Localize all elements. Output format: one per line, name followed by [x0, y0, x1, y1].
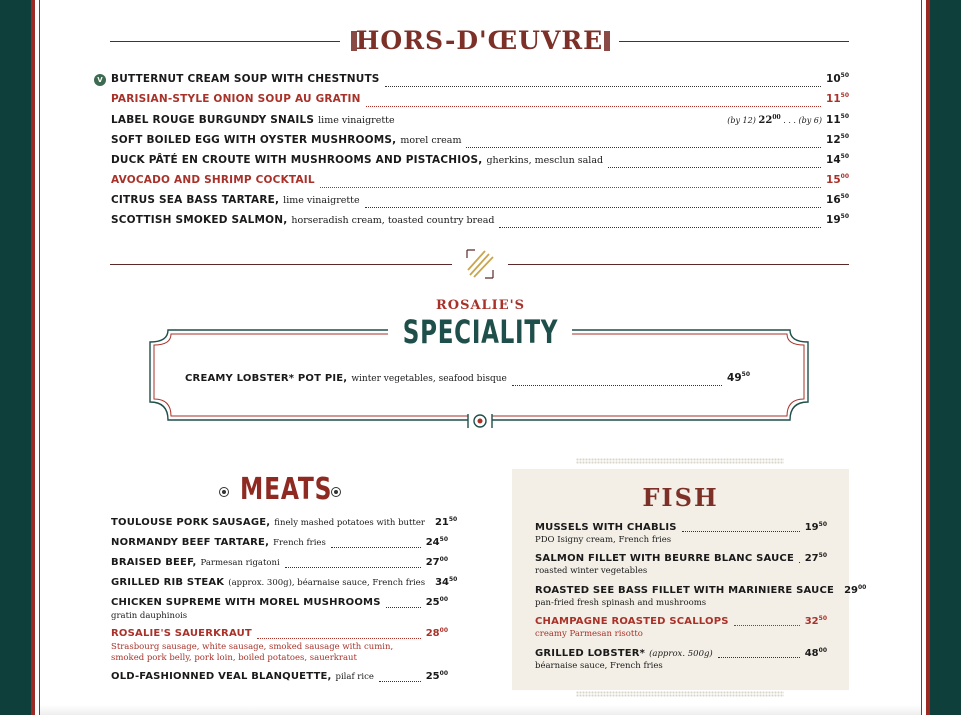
meats-title: MEATS — [240, 472, 333, 507]
dish-name: BUTTERNUT CREAM SOUP WITH CHESTNUTS — [111, 73, 380, 85]
dish-price: $29^{00}$ — [844, 584, 867, 596]
dish-price: $19^{50}$ — [826, 213, 849, 226]
dish-description: Parmesan rigatoni — [200, 558, 280, 568]
circle-dot-icon — [331, 487, 341, 497]
dish-price: $24^{50}$ — [425, 536, 448, 548]
dish-description: morel cream — [400, 135, 462, 146]
dish-name: NORMANDY BEEF TARTARE, — [111, 537, 270, 548]
dish-price: $16^{50}$ — [826, 193, 849, 206]
dish-name: CHICKEN SUPREME WITH MOREL MUSHROOMS — [111, 597, 381, 608]
menu-item — [535, 648, 827, 672]
portion-size: (by 12) $22^{00}$ . . . (by 6) — [727, 114, 823, 126]
dish-description: pan-fried fresh spinash and mushrooms — [535, 598, 707, 608]
dish-name: PARISIAN-STYLE ONION SOUP AU GRATIN — [111, 93, 361, 105]
dish-name: GRILLED RIB STEAK — [111, 577, 225, 588]
dish-price: $14^{50}$ — [826, 153, 849, 166]
dish-description: winter vegetables, seafood bisque — [351, 374, 507, 384]
leader-dots — [512, 384, 722, 386]
fish-dots-top — [576, 458, 784, 464]
dish-name: OLD-FASHIONNED VEAL BLANQUETTE, — [111, 671, 332, 682]
dish-description: finely mashed potatoes with butter — [274, 518, 425, 528]
dish-description: roasted winter vegetables — [535, 566, 648, 576]
menu-item — [111, 557, 448, 571]
dish-description: (approx. 300g), béarnaise sauce, French fries — [228, 578, 426, 588]
dish-price: $27^{00}$ — [425, 556, 448, 568]
leader-dots — [718, 656, 800, 658]
dish-description: PDO Isigny cream, French fries — [535, 535, 672, 545]
fish-title: FISH — [642, 483, 719, 512]
dish-description: lime vinaigrette — [318, 115, 395, 126]
dish-description: smoked pork belly, pork loin, boiled potatoes, sauerkraut — [111, 653, 357, 663]
circle-dot-icon — [219, 487, 229, 497]
menu-item — [111, 576, 458, 591]
dish-description: creamy Parmesan risotto — [535, 629, 643, 639]
dish-description: horseradish cream, toasted country bread — [291, 215, 495, 226]
menu-item — [111, 537, 448, 551]
dish-price: $10^{50}$ — [826, 72, 849, 85]
dish-price: $34^{50}$ — [435, 576, 458, 588]
menu-item — [535, 553, 827, 577]
vegetarian-icon: V — [94, 74, 106, 86]
dish-name: AVOCADO AND SHRIMP COCKTAIL — [111, 174, 315, 186]
page-bottom-fade — [40, 705, 921, 715]
leader-dots — [257, 637, 421, 639]
dish-price: $27^{50}$ — [804, 552, 827, 564]
dish-description: béarnaise sauce, French fries — [535, 661, 663, 671]
dish-description: gratin dauphinois — [111, 611, 188, 621]
dish-price: $49^{50}$ — [727, 371, 750, 384]
dish-name: DUCK PÂTÉ EN CROUTE WITH MUSHROOMS AND PISTACHIOS, — [111, 154, 483, 166]
dish-price: $32^{50}$ — [804, 615, 827, 627]
leader-dots — [285, 566, 421, 568]
dish-name: MUSSELS WITH CHABLIS — [535, 522, 677, 533]
dish-price: $21^{50}$ — [434, 516, 458, 528]
dish-price: $12^{50}$ — [826, 133, 849, 146]
hors-title: HORS-D'ŒUVRE — [355, 26, 604, 55]
menu-item — [535, 584, 867, 609]
dish-name: ROASTED SEE BASS FILLET WITH MARINIERE SAUCE — [535, 585, 835, 596]
dish-name: CHAMPAGNE ROASTED SCALLOPS — [535, 616, 729, 627]
dish-name: CREAMY LOBSTER* POT PIE, — [185, 373, 348, 384]
menu-item — [111, 628, 448, 664]
dish-description: French fries — [273, 538, 326, 548]
leader-dots — [799, 561, 800, 563]
speciality-item — [185, 372, 750, 388]
menu-item — [111, 597, 448, 622]
dish-name: LABEL ROUGE BURGUNDY SNAILS — [111, 114, 315, 126]
dish-name: BRAISED BEEF, — [111, 557, 197, 568]
dish-price: $48^{00}$ — [804, 647, 827, 659]
menu-item — [535, 522, 827, 546]
dish-price: $28^{00}$ — [425, 627, 448, 639]
dish-price: $11^{50}$ — [826, 113, 849, 126]
leader-dots — [386, 606, 421, 608]
dish-name: GRILLED LOBSTER* — [535, 648, 646, 659]
leader-dots — [379, 680, 421, 682]
dish-price: $19^{50}$ — [804, 521, 827, 533]
dish-price: $11^{50}$ — [826, 92, 849, 105]
dish-description: Strasbourg sausage, white sausage, smoked sausage with cumin, — [111, 642, 394, 652]
dish-name: TOULOUSE PORK SAUSAGE, — [111, 517, 271, 528]
speciality-kicker: ROSALIE'S — [435, 298, 526, 313]
menu-item — [111, 516, 458, 531]
fish-dots-bottom — [576, 691, 784, 697]
dish-description: lime vinaigrette — [283, 195, 360, 206]
dish-description: gherkins, mesclun salad — [486, 155, 604, 166]
dish-price: $25^{00}$ — [425, 596, 448, 608]
menu-item — [535, 616, 827, 640]
dish-price: $25^{00}$ — [425, 670, 448, 682]
leader-dots — [734, 624, 800, 626]
leader-dots — [331, 546, 421, 548]
dish-name: SALMON FILLET WITH BEURRE BLANC SAUCE — [535, 553, 795, 564]
speciality-title: SPECIALITY — [402, 313, 559, 351]
leader-dots — [682, 530, 800, 532]
dish-name: SOFT BOILED EGG WITH OYSTER MUSHROOMS, — [111, 134, 397, 146]
dish-price: $15^{00}$ — [826, 173, 849, 186]
dish-description: (approx. 500g) — [649, 649, 713, 659]
dish-description: pilaf rice — [335, 672, 374, 682]
menu-item — [111, 671, 448, 685]
dish-name: ROSALIE'S SAUERKRAUT — [111, 628, 252, 639]
dish-name: SCOTTISH SMOKED SALMON, — [111, 214, 288, 226]
dish-name: CITRUS SEA BASS TARTARE, — [111, 194, 280, 206]
